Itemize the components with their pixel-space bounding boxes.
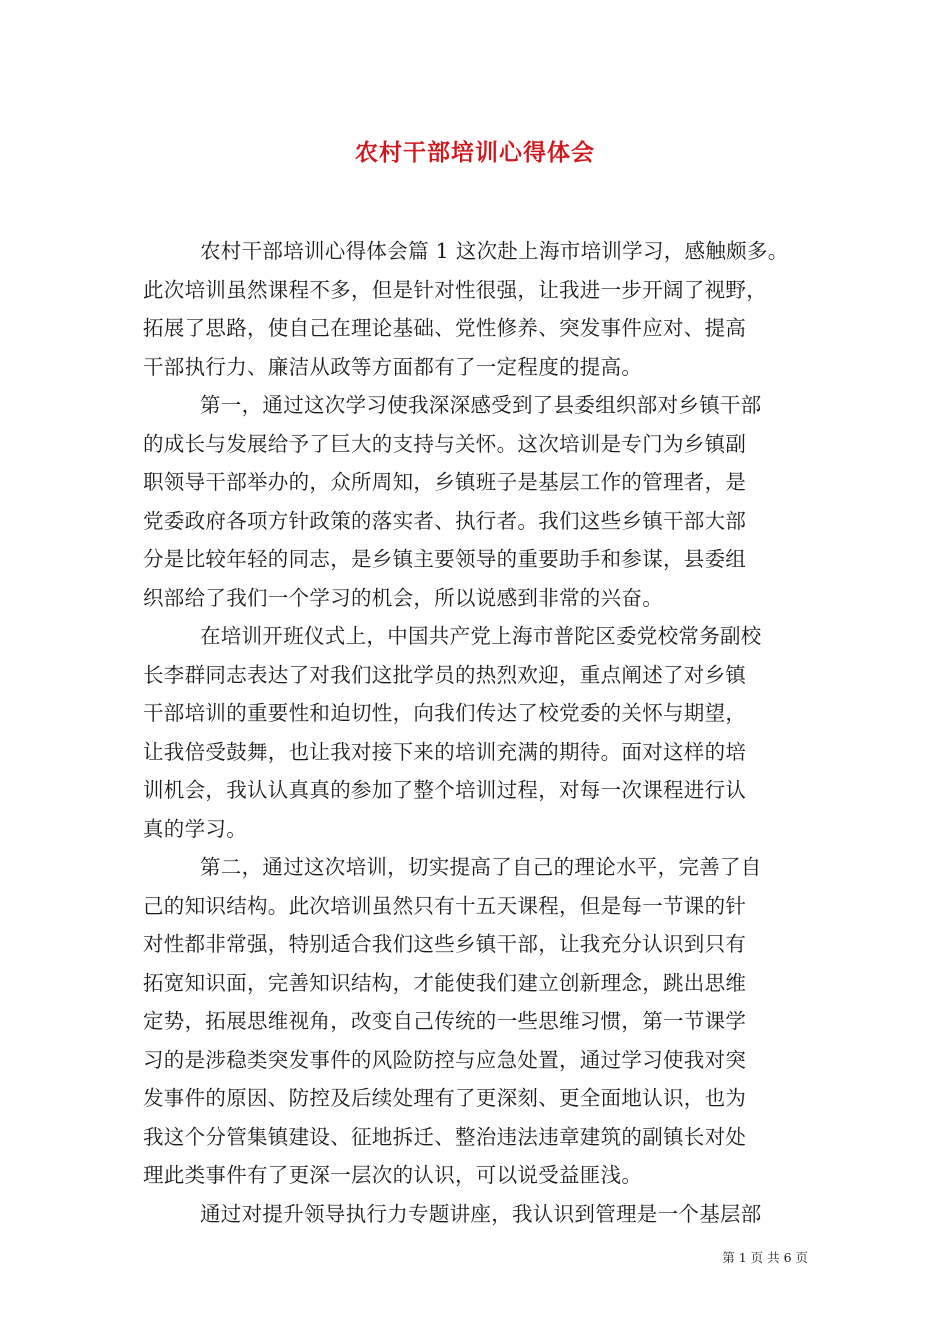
text-line: 职领导干部举办的，众所周知，乡镇班子是基层工作的管理者，是 [143, 470, 747, 494]
text-line: 长李群同志表达了对我们这批学员的热烈欢迎，重点阐述了对乡镇 [143, 662, 747, 687]
text-line: 干部执行力、廉洁从政等方面都有了一定程度的提高。 [143, 354, 643, 379]
text-line: 农村干部培训心得体会篇 1 这次赴上海市培训学习，感触颇多。 [200, 239, 789, 263]
text-line: 让我倍受鼓舞，也让我对接下来的培训充满的期待。面对这样的培 [143, 739, 747, 764]
document-body [143, 232, 811, 1233]
page-footer: 第 1 页 共 6 页 [722, 1250, 808, 1265]
text-line: 对性都非常强，特别适合我们这些乡镇干部，让我充分认识到只有 [143, 932, 747, 956]
text-line: 此次培训虽然课程不多，但是针对性很强，让我进一步开阔了视野， [143, 277, 767, 302]
text-line: 我这个分管集镇建设、征地拆迁、整治违法违章建筑的副镇长对处 [143, 1124, 747, 1149]
text-line: 在培训开班仪式上，中国共产党上海市普陀区委党校常务副校 [200, 624, 762, 648]
text-line: 干部培训的重要性和迫切性，向我们传达了校党委的关怀与期望， [143, 701, 747, 725]
text-line: 织部给了我们一个学习的机会，所以说感到非常的兴奋。 [143, 585, 663, 610]
document-title: 农村干部培训心得体会 [355, 139, 595, 166]
text-line: 党委政府各项方针政策的落实者、执行者。我们这些乡镇干部大部 [143, 508, 747, 533]
text-line: 第二，通过这次培训，切实提高了自己的理论水平，完善了自 [200, 855, 762, 879]
text-line: 拓展了思路，使自己在理论基础、党性修养、突发事件应对、提高 [143, 316, 747, 340]
text-line: 己的知识结构。此次培训虽然只有十五天课程，但是每一节课的针 [143, 893, 747, 918]
text-line: 拓宽知识面，完善知识结构，才能使我们建立创新理念，跳出思维 [143, 970, 747, 995]
text-line: 的成长与发展给予了巨大的支持与关怀。这次培训是专门为乡镇副 [143, 431, 747, 456]
text-line: 理此类事件有了更深一层次的认识，可以说受益匪浅。 [143, 1163, 643, 1187]
text-line: 通过对提升领导执行力专题讲座，我认识到管理是一个基层部 [200, 1201, 762, 1226]
text-line: 训机会，我认认真真的参加了整个培训过程，对每一次课程进行认 [143, 778, 747, 802]
text-line: 分是比较年轻的同志，是乡镇主要领导的重要助手和参谋，县委组 [143, 547, 747, 571]
text-line: 定势，拓展思维视角，改变自己传统的一些思维习惯，第一节课学 [143, 1009, 747, 1033]
text-line: 发事件的原因、防控及后续处理有了更深刻、更全面地认识，也为 [143, 1086, 747, 1110]
text-line: 第一，通过这次学习使我深深感受到了县委组织部对乡镇干部 [200, 393, 762, 417]
text-line: 习的是涉稳类突发事件的风险防控与应急处置，通过学习使我对突 [143, 1047, 747, 1072]
text-line: 真的学习。 [143, 816, 247, 841]
